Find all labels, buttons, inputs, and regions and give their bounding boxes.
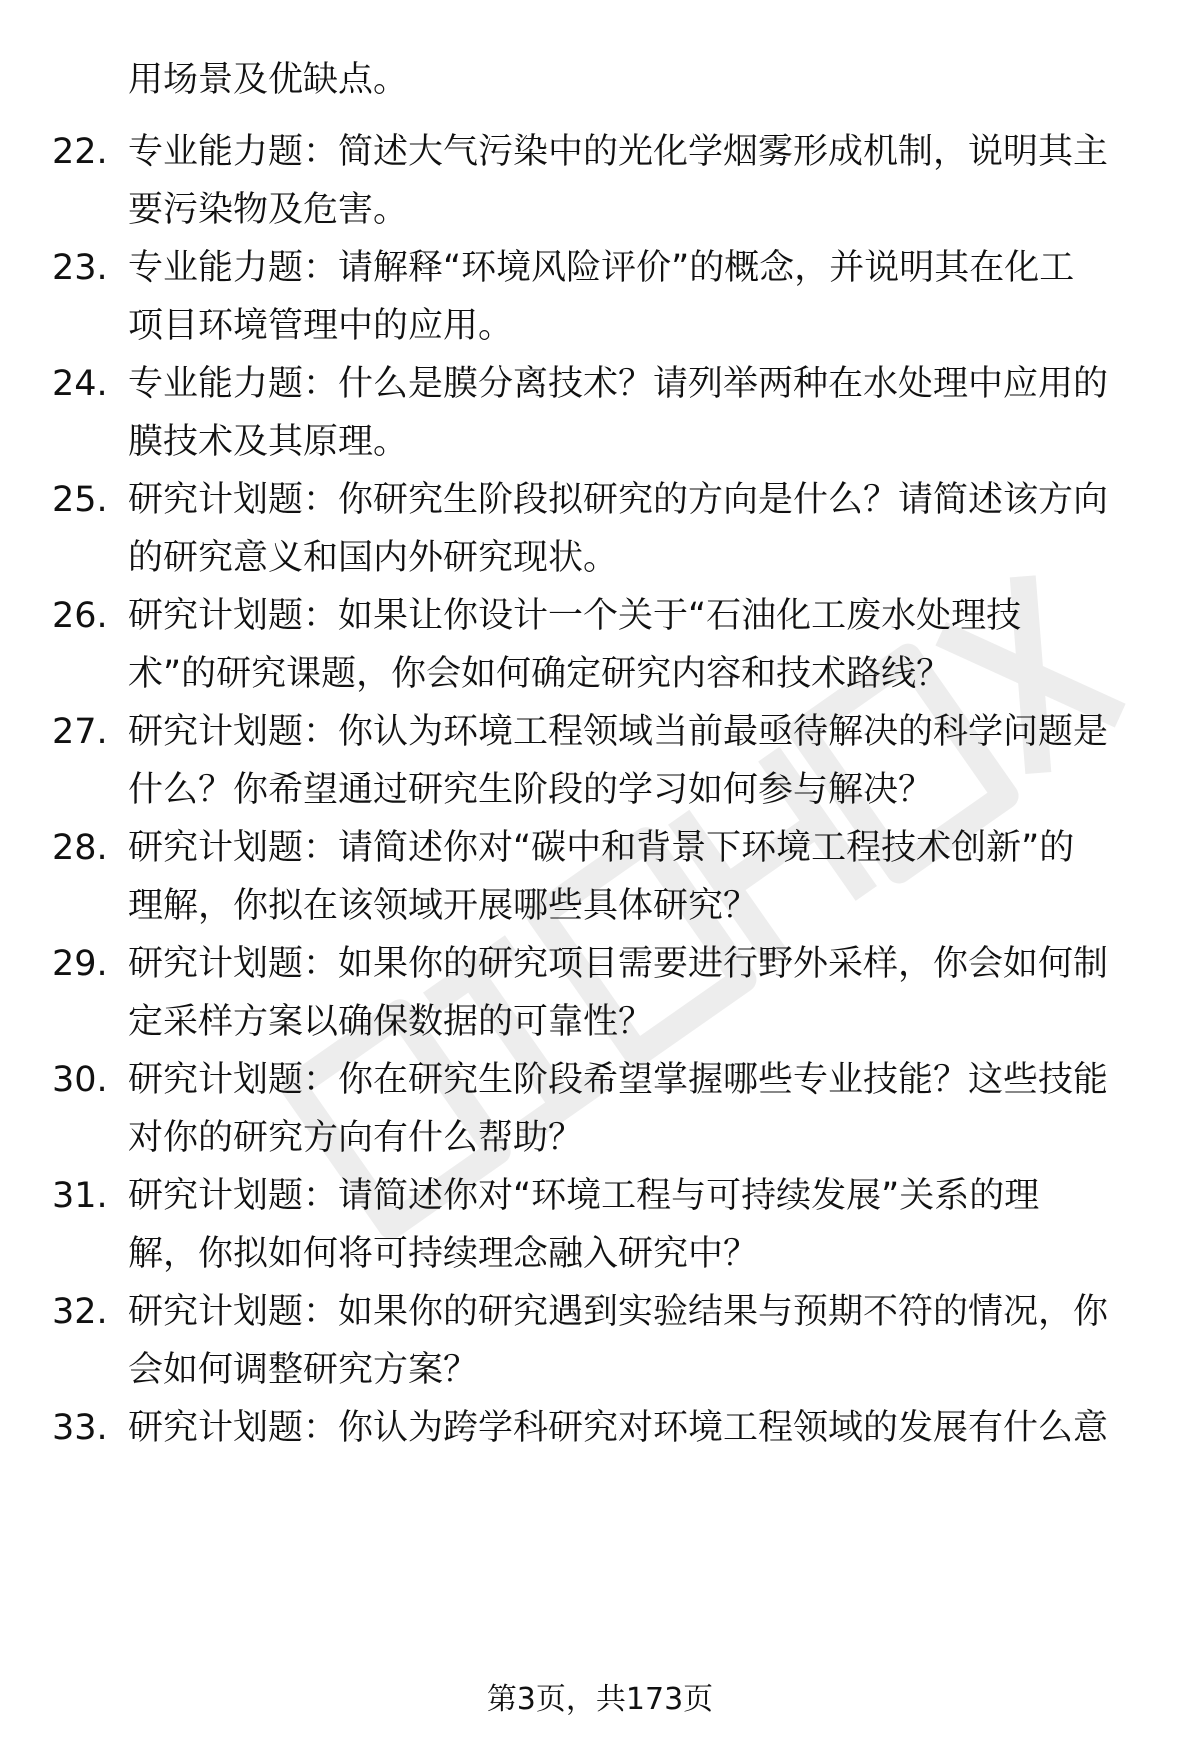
continuation-line: 用场景及优缺点。 bbox=[128, 60, 409, 100]
question-text bbox=[128, 826, 1138, 942]
question-number: 29. bbox=[52, 944, 108, 984]
question-text-line: 研究计划题：请简述你对“环境工程与可持续发展”关系的理 bbox=[128, 1176, 1040, 1216]
question-text-line: 研究计划题：你认为环境工程领域当前最亟待解决的科学问题是 bbox=[128, 712, 1109, 752]
page-footer: 第3页，共173页 bbox=[486, 1682, 714, 1717]
question-number: 25. bbox=[52, 480, 108, 520]
question-text-line: 研究计划题：如果你的研究项目需要进行野外采样，你会如何制 bbox=[128, 944, 1109, 984]
question-text-line: 理解，你拟在该领域开展哪些具体研究？ bbox=[128, 886, 759, 926]
question-text-line: 专业能力题：什么是膜分离技术？请列举两种在水处理中应用的 bbox=[128, 364, 1109, 404]
question-number: 31. bbox=[52, 1176, 108, 1216]
question-text bbox=[128, 594, 1138, 710]
question-number: 23. bbox=[52, 248, 108, 288]
question-number: 28. bbox=[52, 828, 108, 868]
question-number: 22. bbox=[52, 132, 108, 172]
question-number: 26. bbox=[52, 596, 108, 636]
question-number: 32. bbox=[52, 1292, 108, 1332]
question-text-line: 膜技术及其原理。 bbox=[128, 422, 409, 462]
question-number: 33. bbox=[52, 1408, 108, 1448]
question-text-line: 研究计划题：请简述你对“碳中和背景下环境工程技术创新”的 bbox=[128, 828, 1075, 868]
question-text bbox=[128, 1174, 1138, 1290]
question-text-line: 专业能力题：请解释“环境风险评价”的概念，并说明其在化工 bbox=[128, 248, 1075, 288]
question-text-line: 定采样方案以确保数据的可靠性？ bbox=[128, 1002, 654, 1042]
question-number: 30. bbox=[52, 1060, 108, 1100]
question-text-line: 对你的研究方向有什么帮助？ bbox=[128, 1118, 584, 1158]
question-number: 24. bbox=[52, 364, 108, 404]
question-text-line: 研究计划题：如果你的研究遇到实验结果与预期不符的情况，你 bbox=[128, 1292, 1109, 1332]
question-text bbox=[128, 1290, 1138, 1406]
question-text-line: 项目环境管理中的应用。 bbox=[128, 306, 514, 346]
question-number: 27. bbox=[52, 712, 108, 752]
question-text bbox=[128, 130, 1138, 246]
question-text-line: 的研究意义和国内外研究现状。 bbox=[128, 538, 619, 578]
question-text bbox=[128, 710, 1138, 826]
question-text bbox=[128, 246, 1138, 362]
question-text-line: 研究计划题：你在研究生阶段希望掌握哪些专业技能？这些技能 bbox=[128, 1060, 1109, 1100]
question-text-line: 研究计划题：你研究生阶段拟研究的方向是什么？请简述该方向 bbox=[128, 480, 1109, 520]
question-text-line: 会如何调整研究方案？ bbox=[128, 1350, 479, 1390]
question-text-line: 要污染物及危害。 bbox=[128, 190, 409, 230]
question-text bbox=[128, 362, 1138, 478]
question-text-line: 研究计划题：你认为跨学科研究对环境工程领域的发展有什么意 bbox=[128, 1408, 1109, 1448]
question-text-line: 术”的研究课题，你会如何确定研究内容和技术路线？ bbox=[128, 654, 952, 694]
question-text bbox=[128, 942, 1138, 1058]
question-text bbox=[128, 1406, 1138, 1464]
question-text-line: 解，你拟如何将可持续理念融入研究中？ bbox=[128, 1234, 759, 1274]
question-text bbox=[128, 1058, 1138, 1174]
question-text-line: 研究计划题：如果让你设计一个关于“石油化工废水处理技 bbox=[128, 596, 1022, 636]
question-text bbox=[128, 478, 1138, 594]
question-text-line: 什么？你希望通过研究生阶段的学习如何参与解决？ bbox=[128, 770, 934, 810]
question-text-line: 专业能力题：简述大气污染中的光化学烟雾形成机制，说明其主 bbox=[128, 132, 1109, 172]
